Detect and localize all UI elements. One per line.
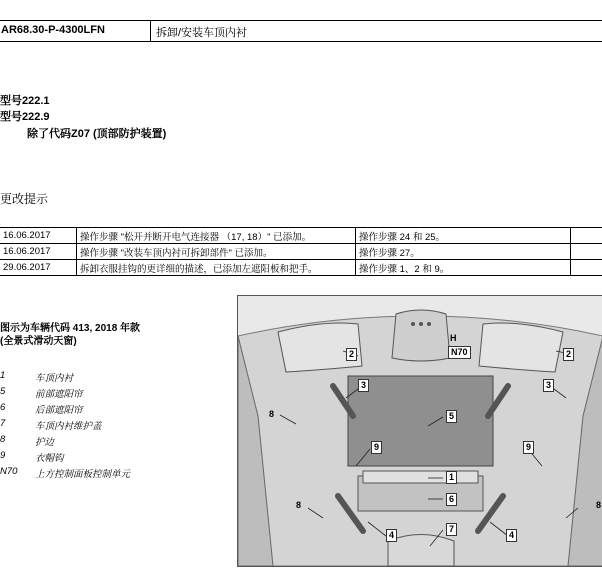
change-date: 29.06.2017 <box>0 260 77 276</box>
change-notes-title: 更改提示 <box>0 192 49 206</box>
callout-6: 6 <box>446 493 457 506</box>
legend-number: 5 <box>0 386 6 397</box>
document-title: 拆卸/安装车顶内衬 <box>156 27 248 39</box>
figure-caption <box>0 322 140 348</box>
change-step: 操作步骤 24 和 25。 <box>356 228 571 244</box>
callout-2-left: 2 <box>346 348 357 361</box>
legend-number: 1 <box>0 370 6 381</box>
legend-number: 9 <box>0 450 6 461</box>
callout-4-right: 4 <box>506 529 517 542</box>
legend-text: 衣帽钩 <box>35 453 64 464</box>
change-date: 16.06.2017 <box>0 228 77 244</box>
model-line-1: 型号222.1 <box>0 95 50 107</box>
figure-caption-line-1: 图示为车辆代码 413, 2018 年款 <box>0 323 141 334</box>
legend-text: 前部遮阳帘 <box>35 389 83 400</box>
callout-1: 1 <box>446 471 457 484</box>
figure-caption-line-2: (全景式滑动天窗) <box>0 336 77 347</box>
headliner-illustration <box>237 295 602 567</box>
table-row <box>0 244 602 260</box>
legend-text: 车顶内衬 <box>35 373 74 384</box>
model-line-2: 型号222.9 <box>0 111 50 123</box>
document-header <box>0 20 602 42</box>
callout-n70: N70 <box>448 346 471 359</box>
table-row <box>0 228 602 244</box>
legend-text: 后部遮阳帘 <box>35 405 83 416</box>
callout-9-left: 9 <box>371 441 382 454</box>
change-description: 操作步骤 "改装车顶内衬可拆卸部件" 已添加。 <box>77 244 356 260</box>
legend-text: 护边 <box>35 437 55 448</box>
callout-h: H <box>450 333 457 343</box>
legend-number: 8 <box>0 434 6 445</box>
change-date: 16.06.2017 <box>0 244 77 260</box>
callout-5: 5 <box>446 410 457 423</box>
change-description: 操作步骤 "松开并断开电气连接器 （17, 18）" 已添加。 <box>77 228 356 244</box>
legend-number: 7 <box>0 418 6 429</box>
callout-4-left: 4 <box>386 529 397 542</box>
callout-8-right: 8 <box>596 500 602 510</box>
model-note: 除了代码Z07 (顶部防护装置) <box>27 128 167 140</box>
table-row <box>0 260 602 276</box>
callout-3-left: 3 <box>358 379 369 392</box>
change-notes-table <box>0 227 602 276</box>
callout-9-right: 9 <box>523 441 534 454</box>
callout-8-top-left: 8 <box>269 409 275 419</box>
legend-text: 车顶内衬维护盖 <box>35 421 102 432</box>
change-extra <box>571 260 602 276</box>
legend-number: 6 <box>0 402 6 413</box>
callout-7: 7 <box>446 523 457 536</box>
legend-number: N70 <box>0 466 18 477</box>
callout-3-right: 3 <box>543 379 554 392</box>
header-divider <box>150 21 151 41</box>
change-extra <box>571 244 602 260</box>
document-code: AR68.30-P-4300LFN <box>1 24 105 36</box>
change-step: 操作步骤 27。 <box>356 244 571 260</box>
change-step: 操作步骤 1、2 和 9。 <box>356 260 571 276</box>
change-description: 拆卸衣服挂钩的更详细的描述，已添加左遮阳板和把手。 <box>77 260 356 276</box>
change-extra <box>571 228 602 244</box>
headliner-drawing <box>238 296 602 566</box>
callout-2-right: 2 <box>563 348 574 361</box>
legend-text: 上方控制面板控制单元 <box>35 469 131 480</box>
callout-8-bottom-left: 8 <box>296 500 302 510</box>
